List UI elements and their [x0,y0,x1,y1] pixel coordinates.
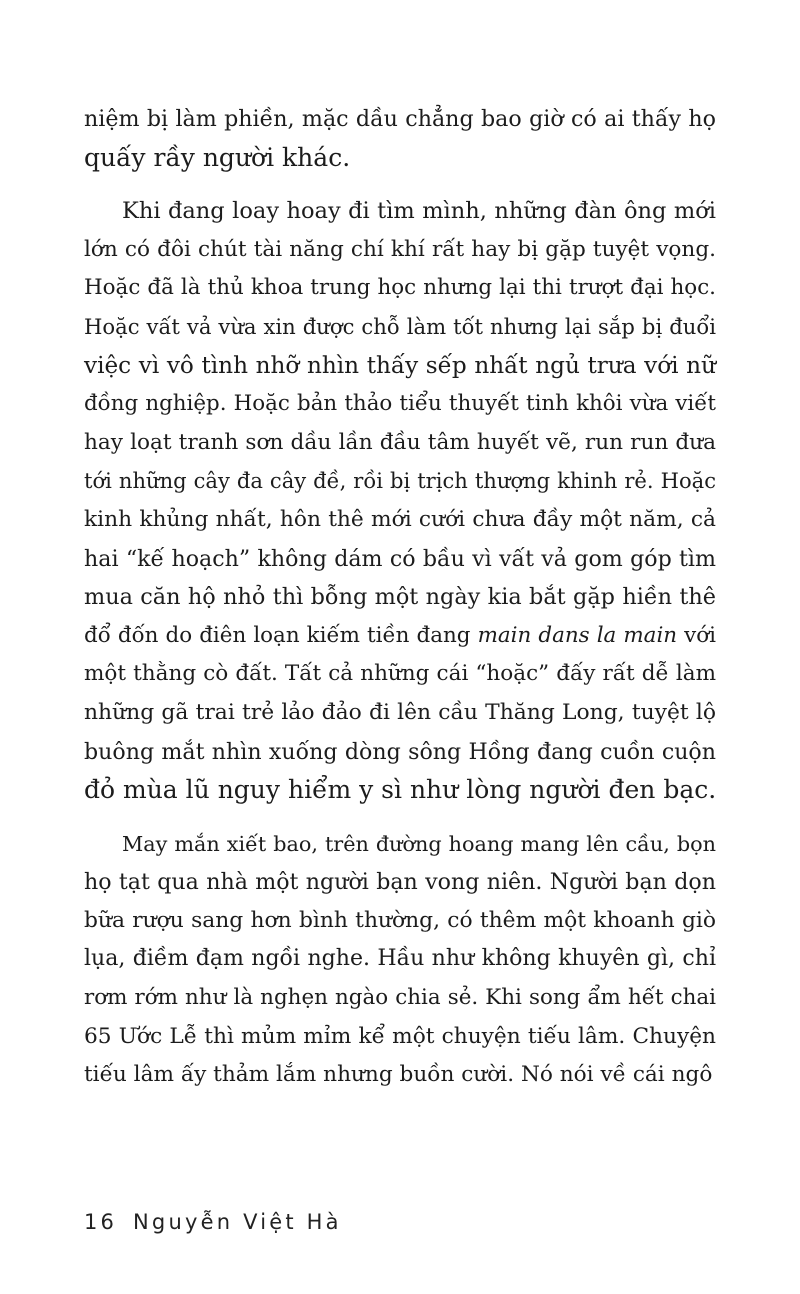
text-line: kinh khủng nhất, hôn thê mới cưới chưa đầy một năm, cả [84,506,716,532]
text-line: những gã trai trẻ lảo đảo đi lên cầu Thăng Long, tuyệt lộ [84,699,716,725]
italic-phrase: main dans la main [477,622,678,648]
text-line: lớn có đôi chút tài năng chí khí rất hay bị gặp tuyệt vọng. [84,236,716,262]
text-line-with-italic [84,617,716,656]
text-line: tới những cây đa cây đề, rồi bị trịch thượng khinh rẻ. Hoặc [84,468,716,494]
text-line: một thằng cò đất. Tất cả những cái “hoặc” đấy rất dễ làm [84,661,716,687]
author-name: Nguyễn Việt Hà [133,1210,342,1234]
text-line: đỏ mùa lũ nguy hiểm y sì như lòng người đen bạc. [84,775,717,805]
text-line: lụa, điềm đạm ngồi nghe. Hầu như không khuyên gì, chỉ [84,946,716,972]
text-line: 65 Ước Lễ thì mủm mỉm kể một chuyện tiếu lâm. Chuyện [84,1023,716,1049]
text-line: việc vì vô tình nhỡ nhìn thấy sếp nhất ngủ trưa với nữ [84,352,716,379]
text-line: Hoặc đã là thủ khoa trung học nhưng lại thi trượt đại học. [84,275,716,301]
text-line: tiếu lâm ấy thảm lắm nhưng buồn cười. Nó nói về cái ngô [84,1062,713,1088]
text-line: May mắn xiết bao, trên đường hoang mang lên cầu, bọn [122,831,716,856]
text-line: niệm bị làm phiền, mặc dầu chẳng bao giờ có ai thấy họ [84,106,716,132]
text-line: hay loạt tranh sơn dầu lần đầu tâm huyết vẽ, run run đưa [84,429,716,455]
body-text [84,100,716,1095]
text-line: mua căn hộ nhỏ thì bỗng một ngày kia bắt gặp hiền thê [84,584,716,611]
text-line: rơm rớm như là nghẹn ngào chia sẻ. Khi song ẩm hết chai [84,985,716,1011]
paragraph-1 [84,100,716,177]
paragraph-3 [84,825,716,1095]
text-line: họ tạt qua nhà một người bạn vong niên. Người bạn dọn [84,869,716,896]
text-line: bữa rượu sang hơn bình thường, có thêm một khoanh giò [84,907,716,933]
text-line: Hoặc vất vả vừa xin được chỗ làm tốt nhưng lại sắp bị đuổi [84,313,716,339]
text-segment: với [677,622,717,648]
paragraph-2 [84,192,716,810]
text-line: Khi đang loay hoay đi tìm mình, những đàn ông mới [122,198,716,225]
text-segment: đổ đốn do điên loạn kiếm tiền đang [84,622,478,648]
text-line: quấy rầy người khác. [84,142,351,172]
page-footer [84,1210,342,1234]
page-number: 16 [84,1210,118,1234]
text-line: đồng nghiệp. Hoặc bản thảo tiểu thuyết tinh khôi vừa viết [84,391,716,417]
text-line: buông mắt nhìn xuống dòng sông Hồng đang cuồn cuộn [84,738,716,765]
text-line: hai “kế hoạch” không dám có bầu vì vất vả gom góp tìm [84,545,716,572]
